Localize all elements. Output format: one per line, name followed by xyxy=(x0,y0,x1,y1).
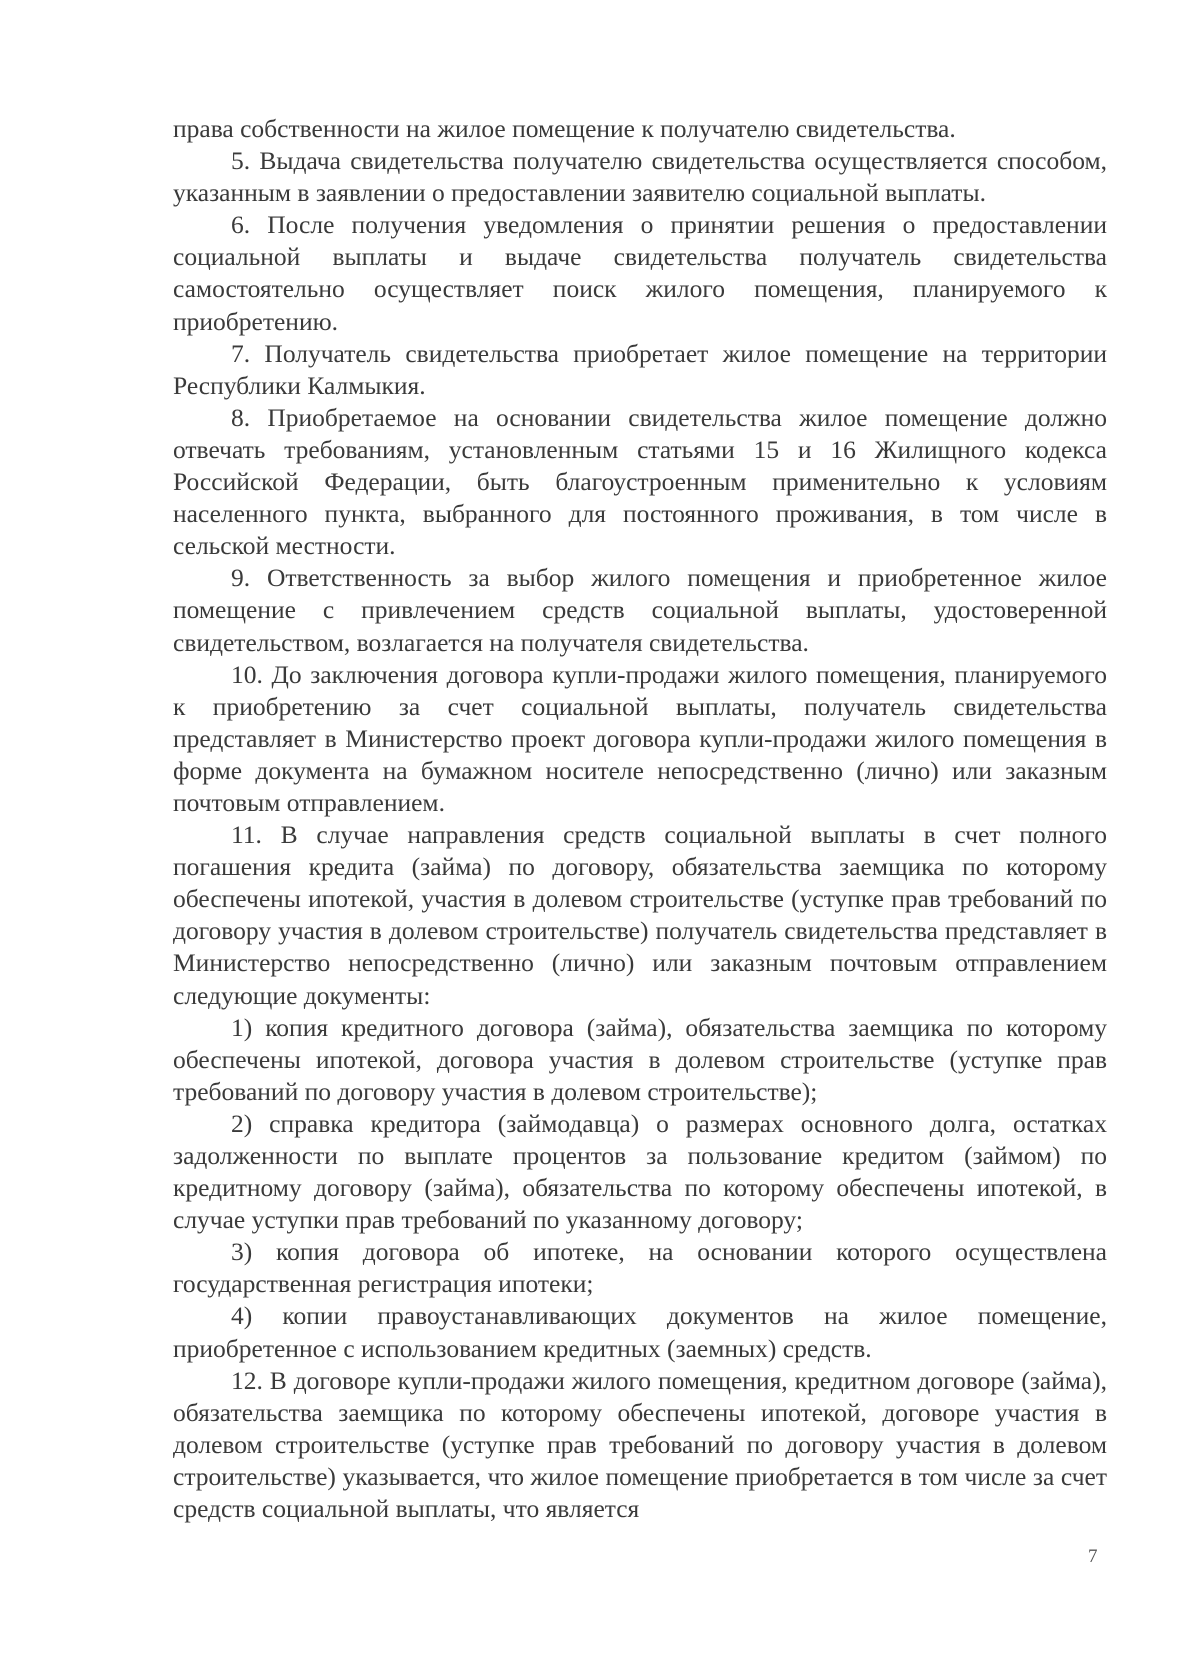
document-body xyxy=(173,113,1107,1525)
paragraph-item-7: 7. Получатель свидетельства приобретает жилое помещение на территории Республики Калмыкия. xyxy=(173,338,1107,400)
subitem-4: 4) копии правоустанавливающих документов на жилое помещение, приобретенное с использованием кредитных (заемных) средств. xyxy=(173,1301,1107,1363)
paragraph-item-12: 12. В договоре купли-продажи жилого помещения, кредитном договоре (займа), обязательства заемщика по которому обеспечены ипотекой, договоре участия в долевом строительстве (уступке прав требований по договору участия в долевом строительстве) указывается, что жилое помещение приобретается в том числе за счет средств социальной выплаты, что является xyxy=(173,1365,1107,1524)
paragraph-continuation: права собственности на жилое помещение к получателю свидетельства. xyxy=(173,114,956,143)
subitem-3: 3) копия договора об ипотеке, на основании которого осуществлена государственная регистрация ипотеки; xyxy=(173,1237,1107,1299)
subitem-1: 1) копия кредитного договора (займа), обязательства заемщика по которому обеспечены ипотекой, договора участия в долевом строительстве (уступке прав требований по договору участия в долевом строительстве); xyxy=(173,1012,1107,1106)
subitem-2: 2) справка кредитора (займодавца) о размерах основного долга, остатках задолженности по выплате процентов за пользование кредитом (займом) по кредитному договору (займа), обязательства по которому обеспечены ипотекой, в случае уступки прав требований по указанному договору; xyxy=(173,1108,1107,1235)
page-number: 7 xyxy=(1088,1546,1098,1567)
paragraph-item-6: 6. После получения уведомления о принятии решения о предоставлении социальной выплаты и выдаче свидетельства получатель свидетельства самостоятельно осуществляет поиск жилого помещения, планируемого к приобретению. xyxy=(173,210,1107,336)
paragraph-item-5: 5. Выдача свидетельства получателю свидетельства осуществляется способом, указанным в заявлении о предоставлении заявителю социальной выплаты. xyxy=(173,146,1107,208)
paragraph-item-10: 10. До заключения договора купли-продажи жилого помещения, планируемого к приобретению за счет социальной выплаты, получатель свидетельства представляет в Министерство проект договора купли-продажи жилого помещения в форме документа на бумажном носителе непосредственно (лично) или заказным почтовым отправлением. xyxy=(173,659,1107,817)
paragraph-item-8: 8. Приобретаемое на основании свидетельства жилое помещение должно отвечать требованиям, установленным статьями 15 и 16 Жилищного кодекса Российской Федерации, быть благоустроенным применительно к условиям населенного пункта, выбранного для постоянного проживания, в том числе в сельской местности. xyxy=(173,402,1107,561)
paragraph-item-9: 9. Ответственность за выбор жилого помещения и приобретенное жилое помещение с привлечением средств социальной выплаты, удостоверенной свидетельством, возлагается на получателя свидетельства. xyxy=(173,563,1107,657)
paragraph-item-11: 11. В случае направления средств социальной выплаты в счет полного погашения кредита (займа) по договору, обязательства заемщика по которому обеспечены ипотекой, участия в долевом строительстве (уступке прав требований по договору участия в долевом строительстве) получатель свидетельства представляет в Министерство непосредственно (лично) или заказным почтовым отправлением следующие документы: xyxy=(173,820,1107,1010)
